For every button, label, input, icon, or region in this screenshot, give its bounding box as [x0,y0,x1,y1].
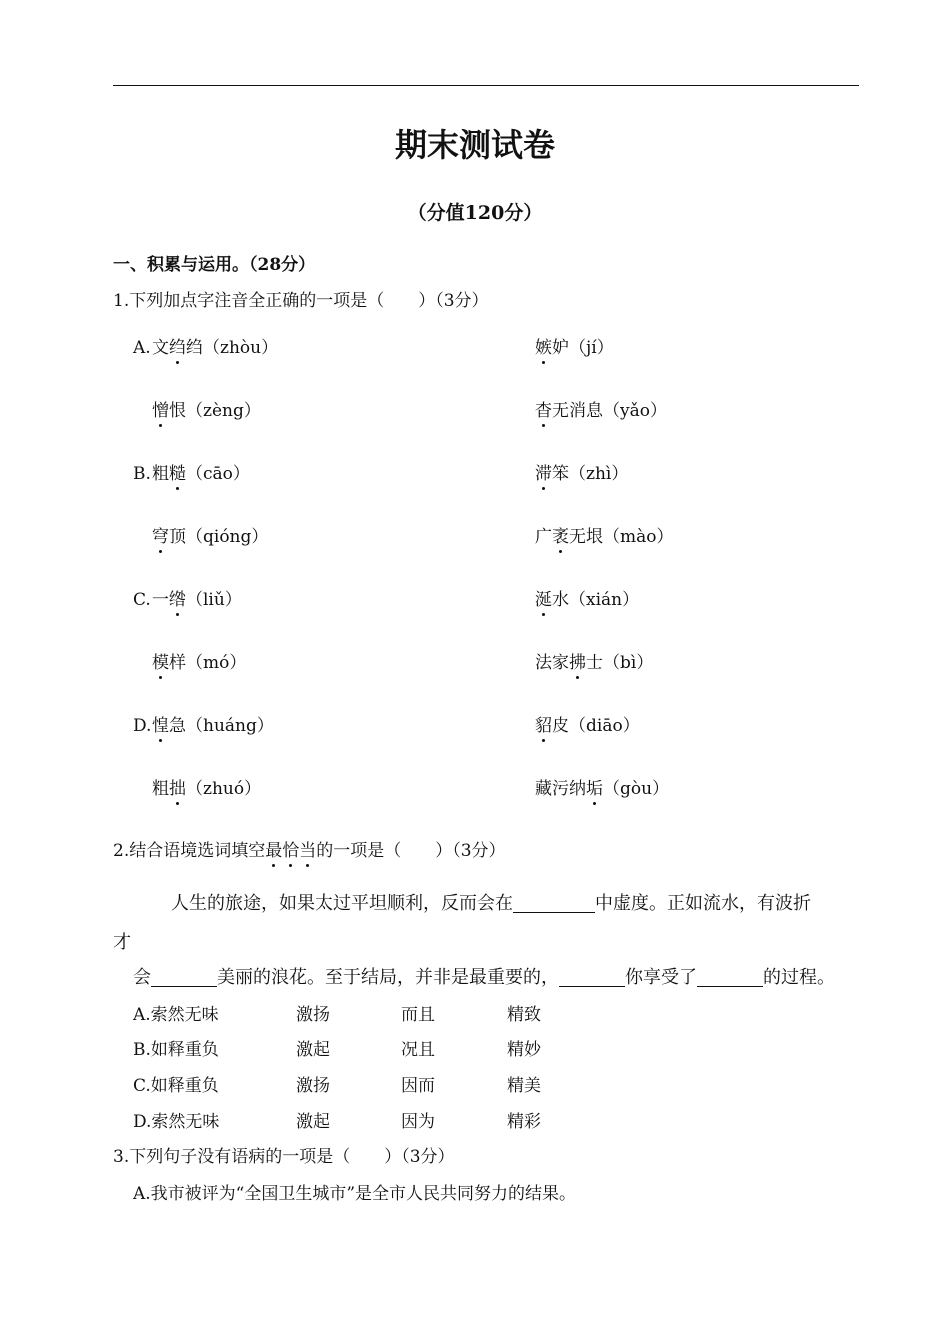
choice-word: 精妙 [507,1040,541,1060]
term-text: 粗 [152,779,169,799]
question-2-stem-pre: 2.结合语境选词填空 [113,841,266,861]
dotted-char: 憎 [152,396,169,421]
dotted-char: 嫉 [535,333,552,358]
dotted-char: 貂 [535,711,552,736]
term-text: （cāo） [186,464,250,484]
dotted-char: 垢 [586,774,603,799]
option-c-right-1 [535,585,639,610]
term-text: 法家 [535,653,569,673]
fill-blank-1[interactable] [513,892,595,913]
passage-text: 你享受了 [625,967,697,988]
fill-blank-3[interactable] [559,966,625,987]
option-label: B. [133,464,151,484]
dotted-char: 涎 [535,585,552,610]
choice-word: 激扬 [296,1076,330,1096]
term-text: 水（xián） [552,590,640,610]
term-text: 文 [152,338,169,358]
passage-line-1 [171,889,811,915]
dotted-char: 最 [265,836,282,861]
choice-word: 精美 [507,1076,541,1096]
fill-blank-4[interactable] [697,966,763,987]
option-c-left-2 [133,648,246,673]
term-text: 绉（zhòu） [186,338,279,358]
passage-text: 的过程。 [763,967,835,988]
option-c-left-1 [133,585,242,610]
question-2-stem-post: 的一项是（ ）（3分） [316,841,506,861]
page-title: 期末测试卷 [394,126,555,164]
option-label: A. [133,338,151,358]
passage-line-1-wrap: 才 [113,932,131,953]
question-3-option-a: A.我市被评为“全国卫生城市”是全市人民共同努力的结果。 [133,1184,577,1204]
choice-word: 激扬 [296,1005,330,1025]
term-text: 顶（qióng） [169,527,269,547]
choice-word: 而且 [401,1005,435,1025]
choice-word: 精致 [507,1005,541,1025]
option-d-left-2 [133,774,261,799]
option-b-left-1 [133,459,250,484]
option-d-right-1 [535,711,640,736]
passage-line-2 [133,963,835,989]
header-rule [113,85,859,86]
choice-option: B.如释重负 [133,1040,219,1060]
term-text: 一 [152,590,169,610]
dotted-char: 拙 [169,774,186,799]
term-text: 恨（zèng） [169,401,261,421]
option-b-right-1 [535,459,628,484]
term-text: 粗 [152,464,169,484]
choice-word: 激起 [296,1112,330,1132]
choice-word: 精彩 [507,1112,541,1132]
dotted-char: 绉 [169,333,186,358]
option-a-right-1 [535,333,614,358]
fill-blank-2[interactable] [151,966,217,987]
question-1-stem: 1.下列加点字注音全正确的一项是（ ）（3分） [113,291,489,311]
dotted-char: 惶 [152,711,169,736]
passage-text: 会 [133,967,151,988]
option-label: D. [133,716,152,736]
term-text: （zhuó） [186,779,262,799]
dotted-char: 恰 [282,836,299,861]
dotted-char: 当 [299,836,316,861]
term-text: 皮（diāo） [552,716,640,736]
term-text: 样（mó） [169,653,247,673]
term-text: 无消息（yǎo） [552,401,667,421]
term-text: （gòu） [603,779,670,799]
term-text: 无垠（mào） [569,527,674,547]
dotted-char: 穹 [152,522,169,547]
term-text: （liǔ） [186,590,242,610]
option-a-left-1 [133,333,278,358]
choice-option: C.如释重负 [133,1076,219,1096]
section-heading: 一、积累与运用。（28分） [113,255,316,275]
option-b-right-2 [535,522,674,547]
dotted-char: 滞 [535,459,552,484]
passage-text: 美丽的浪花。至于结局，并非是最重要的， [217,967,559,988]
dotted-char: 糙 [169,459,186,484]
option-d-left-1 [133,711,274,736]
dotted-char: 杳 [535,396,552,421]
question-3-stem: 3.下列句子没有语病的一项是（ ）（3分） [113,1147,455,1167]
dotted-char: 绺 [169,585,186,610]
term-text: 藏污纳 [535,779,586,799]
option-a-left-2 [133,396,261,421]
term-text: 急（huáng） [169,716,274,736]
dotted-char: 拂 [569,648,586,673]
option-a-right-2 [535,396,667,421]
option-c-right-2 [535,648,653,673]
option-label: C. [133,590,151,610]
passage-text: 人生的旅途，如果太过平坦顺利，反而会在 [171,893,513,914]
dotted-char: 袤 [552,522,569,547]
choice-option: A.索然无味 [133,1005,219,1025]
term-text: 广 [535,527,552,547]
dotted-char: 模 [152,648,169,673]
option-d-right-2 [535,774,669,799]
option-b-left-2 [133,522,268,547]
term-text: 笨（zhì） [552,464,629,484]
choice-word: 激起 [296,1040,330,1060]
choice-word: 因为 [401,1112,435,1132]
question-2-stem [113,836,506,861]
term-text: 士（bì） [586,653,654,673]
choice-word: 况且 [401,1040,435,1060]
choice-word: 因而 [401,1076,435,1096]
passage-text: 中虚度。正如流水，有波折 [595,893,811,914]
choice-option: D.索然无味 [133,1112,220,1132]
score-subtitle: （分值120分） [407,202,543,224]
term-text: 妒（jí） [552,338,614,358]
